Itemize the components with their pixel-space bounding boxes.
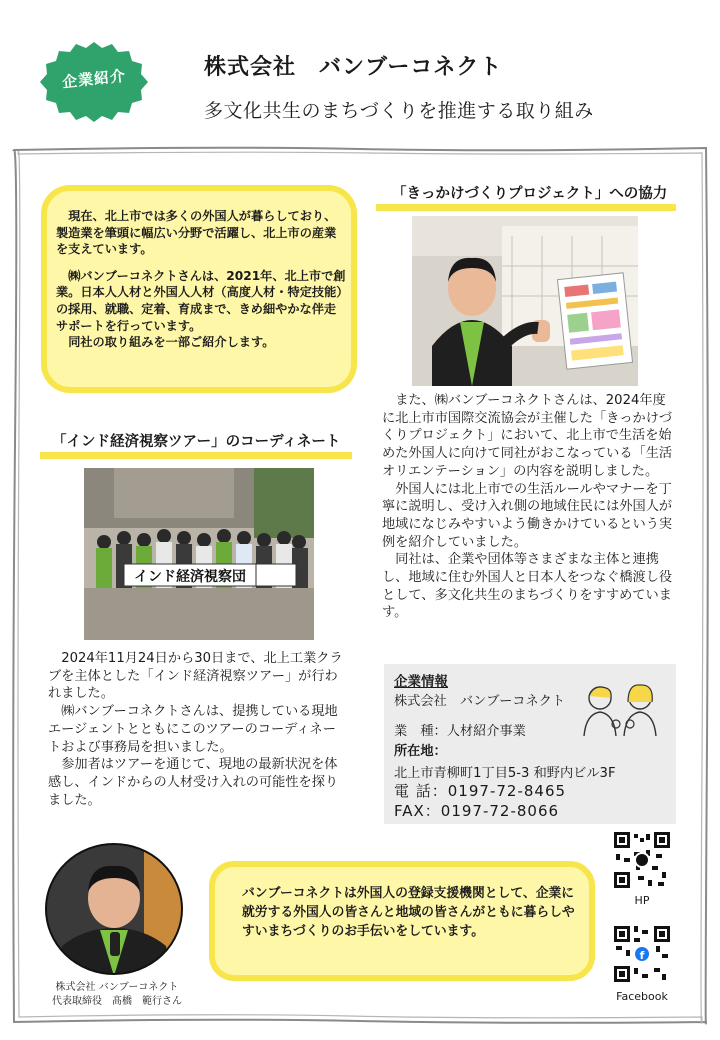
ceo-portrait: [44, 842, 184, 976]
india-heading-underline: [40, 452, 352, 459]
kikkake-paragraph: また、㈱バンブーコネクトさんは、2024年度に北上市市国際交流協会が主催した「きっかけづくりプロジェクト」において、北上市で生活を始めた外国人に向けて同社がおこなっている「生活オリエンテーション」の内容を説明しました。: [382, 393, 673, 479]
kikkake-heading: 「きっかけづくりプロジェクト」への協力: [392, 186, 668, 202]
info-company: 株式会社 バンブーコネクト: [394, 694, 566, 709]
page-subtitle: 多文化共生のまちづくりを推進する取り組み: [204, 100, 594, 122]
presentation-photo: [412, 216, 638, 386]
info-address-label: 所在地：: [394, 744, 447, 759]
info-title: 企業情報: [394, 674, 448, 690]
india-tour-group-photo: [84, 468, 314, 640]
closing-text: バンブーコネクトは外国人の登録支援機関として、企業に就労する外国人の皆さんと地域の皆さんがともに暮らしやすいまちづくりのお手伝いをしています。: [242, 886, 575, 939]
kikkake-heading-underline: [376, 204, 676, 211]
facebook-qr-code[interactable]: [612, 924, 672, 984]
badge-label: 企業紹介: [61, 66, 127, 92]
page-title: 株式会社 バンブーコネクト: [204, 55, 503, 80]
india-paragraph: ㈱バンブーコネクトさんは、提携している現地エージェントとともにこのツアーのコーディネートおよび事務局を担いました。: [48, 704, 338, 755]
company-intro-badge: [36, 38, 152, 126]
india-body: [48, 650, 348, 809]
kikkake-paragraph: 同社は、企業や団体等さまざまな主体と連携し、地域に住む外国人と日本人をつなぐ橋渡し役として、多文化共生のまちづくりをすすめています。: [382, 552, 673, 621]
svg-text:f: f: [639, 949, 645, 962]
info-address: 北上市青柳町1丁目5-3 和野内ビル3F: [394, 766, 616, 781]
people-illustration: [580, 680, 666, 740]
info-fax: FAX：0197-72-8066: [394, 802, 560, 820]
intro-paragraph: ㈱バンブーコネクトさんは、2021年、北上市で創業。日本人人材と外国人人材（高度人材・特定技能）の採用、就職、定着、育成まで、きめ細やかな伴走サポートを行っています。: [56, 268, 346, 333]
company-info-box: [384, 664, 676, 824]
facebook-label: Facebook: [616, 990, 668, 1003]
tour-banner-text: インド経済視察団: [134, 569, 246, 585]
kikkake-body: [382, 392, 678, 622]
ceo-caption-company: 株式会社 バンブーコネクト: [55, 982, 179, 993]
intro-paragraph: 現在、北上市では多くの外国人が暮らしており、製造業を筆頭に幅広い分野で活躍し、北上市の産業を支えています。: [56, 209, 337, 257]
info-tel: 電 話：0197-72-8465: [394, 782, 567, 800]
india-paragraph: 2024年11月24日から30日まで、北上工業クラブを主体とした「インド経済視察ツアー」が行われました。: [48, 651, 343, 702]
closing-callout: [206, 858, 598, 984]
kikkake-paragraph: 外国人には北上市での生活ルールやマナーを丁寧に説明し、受け入れ側の地域住民には外国人が地域になじみやすいよう働きかけているという実例を紹介していました。: [382, 481, 673, 550]
hp-qr-code[interactable]: [612, 830, 672, 890]
india-heading: 「インド経済視察ツアー」のコーディネート: [52, 434, 341, 450]
india-paragraph: 参加者はツアーを通じて、現地の最新状況を体感し、インドからの人材受け入れの可能性を探りました。: [48, 757, 339, 808]
intro-paragraph: 同社の取り組みを一部ご紹介します。: [68, 335, 275, 350]
ceo-caption-name: 代表取締役 髙橋 範行さん: [52, 996, 182, 1007]
intro-text: [56, 208, 348, 361]
info-business: 業 種：人材紹介事業: [394, 724, 526, 739]
intro-callout: [38, 182, 360, 396]
hp-label: HP: [634, 894, 650, 907]
